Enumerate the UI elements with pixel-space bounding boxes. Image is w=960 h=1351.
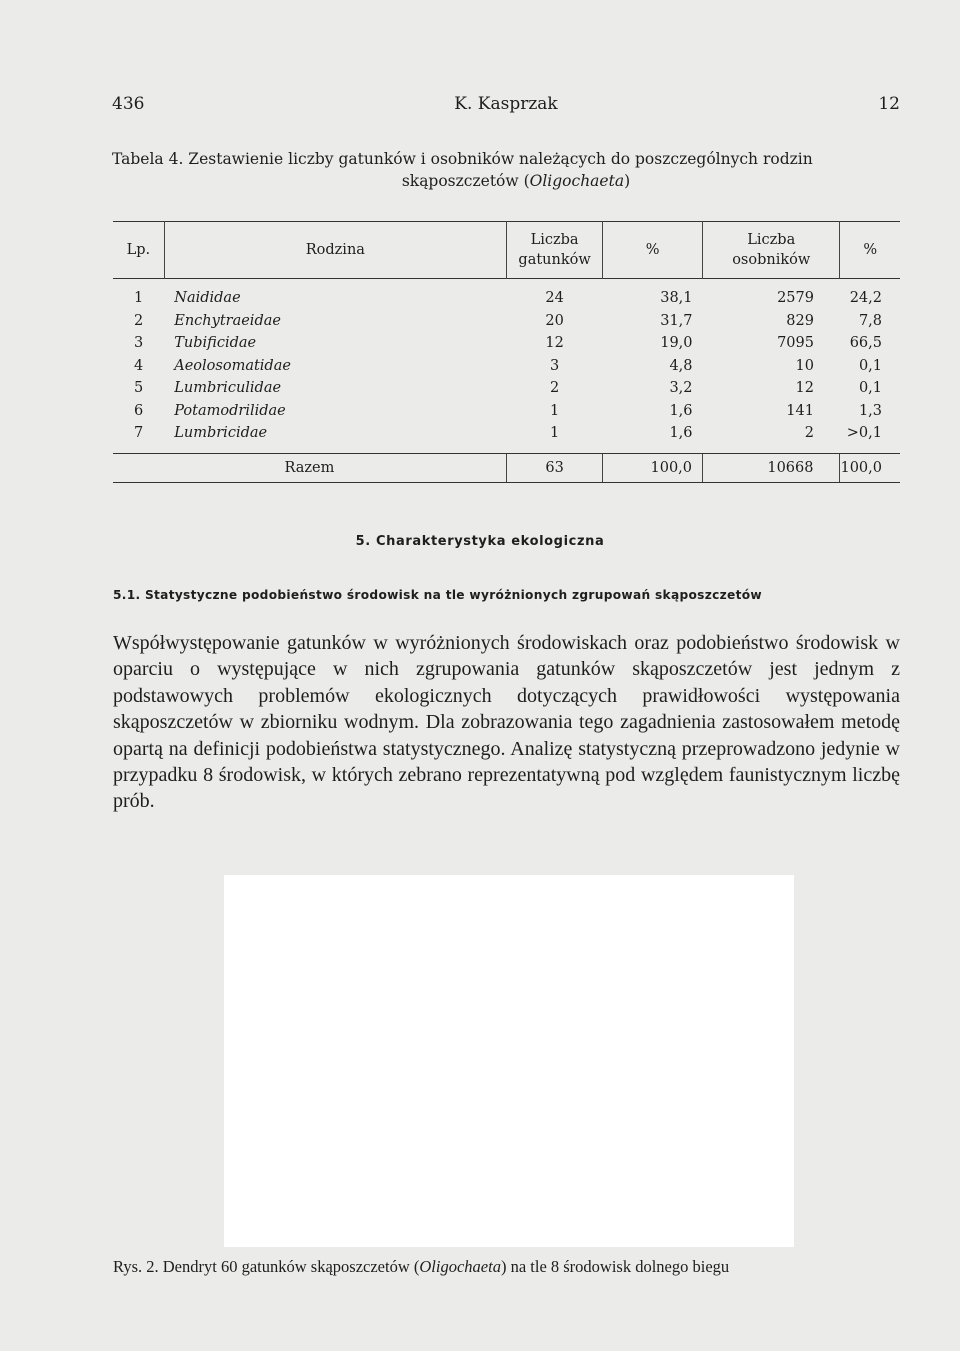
header-liczba-osobnikow-line1: Liczba xyxy=(747,232,796,248)
cell-individuals: 10 xyxy=(795,357,814,374)
header-right-number: 12 xyxy=(878,94,900,114)
table-row xyxy=(113,332,900,355)
cell-lp: 4 xyxy=(134,357,144,374)
table-row xyxy=(113,422,900,453)
cell-individuals-pct: >0,1 xyxy=(846,425,882,442)
total-species: 63 xyxy=(506,453,602,482)
cell-species: 20 xyxy=(545,312,564,329)
cell-species-pct: 19,0 xyxy=(660,335,693,352)
cell-lp: 7 xyxy=(134,425,144,442)
running-head xyxy=(112,94,900,118)
total-species-pct: 100,0 xyxy=(603,453,703,482)
cell-species-pct: 4,8 xyxy=(669,357,693,374)
subsection-title: 5.1. Statystyczne podobieństwo środowisk na tle wyróżnionych zgrupowań skąposzczetów xyxy=(113,588,762,602)
section-title: 5. Charakterystyka ekologiczna xyxy=(355,534,605,549)
cell-species: 1 xyxy=(549,402,560,419)
header-lp: Lp. xyxy=(126,242,151,258)
table-row xyxy=(113,355,900,378)
cell-individuals: 829 xyxy=(786,312,814,329)
cell-lp: 6 xyxy=(134,402,144,419)
table-row xyxy=(113,279,900,310)
cell-individuals-pct: 0,1 xyxy=(858,380,882,397)
table-caption-prefix: skąposzczetów ( xyxy=(401,172,530,190)
table-body xyxy=(113,279,900,483)
cell-species: 2 xyxy=(549,380,560,397)
figure-caption-taxon: Oligochaeta xyxy=(419,1257,501,1276)
table-row xyxy=(113,310,900,333)
page-number: 436 xyxy=(112,94,145,114)
cell-individuals-pct: 1,3 xyxy=(858,402,882,419)
header-rodzina: Rodzina xyxy=(164,222,506,279)
cell-individuals: 141 xyxy=(786,402,814,419)
header-liczba-osobnikow-line2: osobników xyxy=(732,252,811,268)
table-total-row xyxy=(113,453,900,482)
table-caption-suffix: ) xyxy=(624,172,631,190)
cell-family: Enchytraeidae xyxy=(174,312,281,329)
header-pct-gatunkow: % xyxy=(603,222,703,279)
cell-individuals: 12 xyxy=(795,380,814,397)
table-header-row xyxy=(113,222,900,279)
figure-caption xyxy=(113,1257,729,1277)
cell-species-pct: 1,6 xyxy=(669,425,693,442)
cell-family: Tubificidae xyxy=(174,335,257,352)
cell-family: Lumbricidae xyxy=(174,425,268,442)
data-table xyxy=(113,221,900,483)
total-individuals-pct: 100,0 xyxy=(840,453,900,482)
cell-species: 24 xyxy=(545,290,564,307)
cell-lp: 1 xyxy=(134,290,144,307)
table-caption-line2 xyxy=(112,170,902,192)
table-row xyxy=(113,377,900,400)
total-label: Razem xyxy=(113,453,506,482)
cell-individuals: 2579 xyxy=(777,290,814,307)
cell-lp: 2 xyxy=(134,312,144,329)
figure-caption-prefix: Rys. 2. Dendryt 60 gatunków skąposzczetów ( xyxy=(113,1257,420,1276)
cell-species-pct: 38,1 xyxy=(660,290,693,307)
table-caption-taxon: Oligochaeta xyxy=(529,172,625,190)
cell-lp: 5 xyxy=(134,380,144,397)
cell-species: 12 xyxy=(545,335,564,352)
body-paragraph: Współwystępowanie gatunków w wyróżnionych środowiskach oraz podobieństwo środowisk w oparciu o występujące w nich zgrupowania gatunków skąposzczetów jest jednym z podstawowych problemów ekologicznych dotyczących prawidłowości występowania skąposzczetów w zbiorniku wodnym. Dla zobrazowania tego zagadnienia zastosowałem metodę opartą na definicji podobieństwa statystycznego. Analizę statystyczną przeprowadzono jedynie w przypadku 8 środowisk, w których zebrano reprezentatywną pod względem faunistycznym liczbę prób. xyxy=(113,632,900,813)
header-liczba-gatunkow-line1: Liczba xyxy=(530,232,579,248)
cell-species-pct: 31,7 xyxy=(660,312,693,329)
cell-family: Lumbriculidae xyxy=(174,380,282,397)
cell-species: 1 xyxy=(549,425,560,442)
data-table-wrapper xyxy=(113,221,900,483)
figure-placeholder xyxy=(224,875,794,1247)
table-caption-line1: Tabela 4. Zestawienie liczby gatunków i osobników należących do poszczególnych rodzin xyxy=(112,150,813,168)
header-pct-osobnikow: % xyxy=(840,222,900,279)
table-caption xyxy=(112,148,902,192)
header-liczba-osobnikow xyxy=(703,222,840,279)
cell-individuals-pct: 0,1 xyxy=(858,357,882,374)
table-row xyxy=(113,400,900,423)
cell-individuals-pct: 24,2 xyxy=(849,290,882,307)
cell-lp: 3 xyxy=(134,335,144,352)
running-author: K. Kasprzak xyxy=(454,94,558,114)
cell-individuals: 2 xyxy=(804,425,814,442)
cell-family: Naididae xyxy=(174,290,241,307)
header-liczba-gatunkow xyxy=(506,222,602,279)
total-individuals: 10668 xyxy=(703,453,840,482)
cell-family: Aeolosomatidae xyxy=(174,357,291,374)
cell-species-pct: 1,6 xyxy=(669,402,693,419)
cell-family: Potamodrilidae xyxy=(174,402,286,419)
cell-species: 3 xyxy=(549,357,560,374)
cell-individuals-pct: 7,8 xyxy=(858,312,882,329)
cell-individuals: 7095 xyxy=(777,335,814,352)
cell-individuals-pct: 66,5 xyxy=(849,335,882,352)
table-header xyxy=(113,222,900,279)
header-liczba-gatunkow-line2: gatunków xyxy=(518,252,591,268)
figure-caption-suffix: ) na tle 8 środowisk dolnego biegu xyxy=(500,1257,730,1276)
cell-species-pct: 3,2 xyxy=(669,380,693,397)
